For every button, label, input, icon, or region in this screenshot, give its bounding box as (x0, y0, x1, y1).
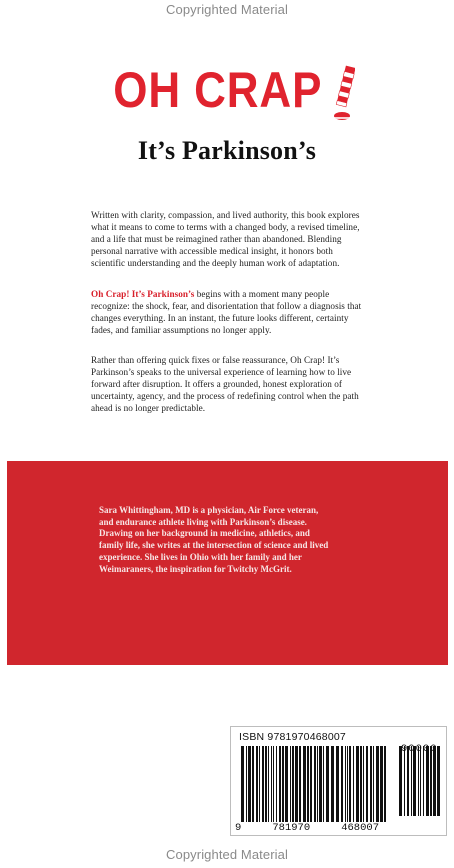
barcode-bar (317, 746, 318, 822)
barcode-bar (411, 746, 412, 816)
barcode-bar (273, 746, 274, 822)
barcode-bar (307, 746, 309, 822)
striped-leg-exclamation-icon (333, 64, 355, 126)
barcode-bar (380, 746, 383, 822)
blurb-paragraph-1 (91, 210, 363, 270)
barcode-bars (237, 746, 442, 824)
barcode-bar (407, 746, 409, 816)
barcode-bar (370, 746, 372, 822)
barcode-bar (430, 746, 432, 816)
barcode-bar (292, 746, 294, 822)
barcode-bar (303, 746, 306, 822)
barcode-bar (326, 746, 329, 822)
blurb-text: Rather than offering quick fixes or false reassurance, Oh Crap! It’s Parkinson’s speaks to the universal experience of learning how to live forward after disruption. It offers a grounded, honest exploration of uncertainty, agency, and the process of redefining control when the path ahead is no longer predictable. (91, 355, 359, 413)
barcode-bar (279, 746, 281, 822)
isbn-digits (231, 822, 383, 834)
barcode-bar (295, 746, 298, 822)
isbn-label: ISBN 9781970468007 (239, 731, 346, 743)
barcode-bar (373, 746, 374, 822)
barcode-bar (331, 746, 334, 822)
barcode-bar (299, 746, 301, 822)
barcode-bar (353, 746, 354, 822)
barcode-bar (420, 746, 421, 816)
barcode-bar (345, 746, 346, 822)
isbn-digit-group: 781970 (272, 822, 311, 834)
book-subtitle: It’s Parkinson’s (137, 136, 317, 165)
barcode-bar (366, 746, 368, 822)
barcode-bar (347, 746, 348, 822)
barcode-bar (384, 746, 386, 822)
barcode-bar (252, 746, 254, 822)
barcode-bar (259, 746, 260, 822)
barcode-bar (356, 746, 359, 822)
barcode-bar (363, 746, 364, 822)
isbn-digit-group: 9 (235, 822, 242, 834)
barcode-bar (265, 746, 267, 822)
price-code: 90000 (401, 743, 438, 755)
book-title (0, 62, 454, 126)
barcode-bar (404, 746, 405, 816)
book-title-highlight: Oh Crap! It’s Parkinson’s (91, 289, 195, 299)
blurb-text: begins with a moment many people recognize: the shock, fear, and disorientation that follow a diagnosis that changes everything. In an instant, the future looks different, certainty fades, and familiar assumptions no longer apply. (91, 289, 362, 335)
barcode-bar (246, 746, 247, 822)
barcode-bar (413, 746, 416, 816)
barcode-bar (314, 746, 316, 822)
isbn-digit-group: 468007 (341, 822, 379, 834)
blurb-text: Written with clarity, compassion, and lived authority, this book explores what it means to come to terms with a changed body, a revised timeline, and a life that must be reimagined rather than abandoned. Blending personal narrative with accessible medical insight, it honors both scientific understanding and the deeply human work of adaptation. (91, 210, 360, 268)
barcode-bar (349, 746, 351, 822)
barcode-bar (433, 746, 436, 816)
copyright-watermark-bottom: Copyrighted Material (166, 847, 288, 862)
barcode-bar (437, 746, 440, 816)
barcode-bar (285, 746, 288, 822)
barcode-bar (376, 746, 379, 822)
blurb-paragraph-2 (91, 289, 363, 337)
author-bio-panel (7, 461, 448, 665)
barcode-bar (336, 746, 339, 822)
barcode-bar (248, 746, 251, 822)
isbn-barcode (230, 726, 447, 836)
barcode-bar (282, 746, 284, 822)
barcode-bar (426, 746, 429, 816)
barcode-bar (423, 746, 424, 816)
author-bio: Sara Whittingham, MD is a physician, Air Force veteran, and endurance athlete living with Parkinson’s disease. Drawing on her background in medicine, athletics, and family life, she writes at the intersection of science and lived experience. She lives in Ohio with her family and her Weimaraners, the inspiration for Twitchy McGrit. (99, 505, 329, 574)
barcode-bar (319, 746, 322, 822)
barcode-bar (399, 746, 402, 816)
title-text: OH CRAP (113, 62, 323, 118)
barcode-bar (323, 746, 324, 822)
blurb-paragraph-3 (91, 355, 363, 415)
barcode-bar (310, 746, 312, 822)
barcode-bar (276, 746, 277, 822)
barcode-bar (256, 746, 258, 822)
barcode-bar (268, 746, 269, 822)
barcode-bar (360, 746, 362, 822)
barcode-bar (290, 746, 291, 822)
barcode-bar (418, 746, 419, 816)
barcode-bar (241, 746, 244, 822)
barcode-bar (262, 746, 264, 822)
barcode-bar (271, 746, 272, 822)
barcode-bar (341, 746, 343, 822)
copyright-watermark-top: Copyrighted Material (166, 2, 288, 17)
